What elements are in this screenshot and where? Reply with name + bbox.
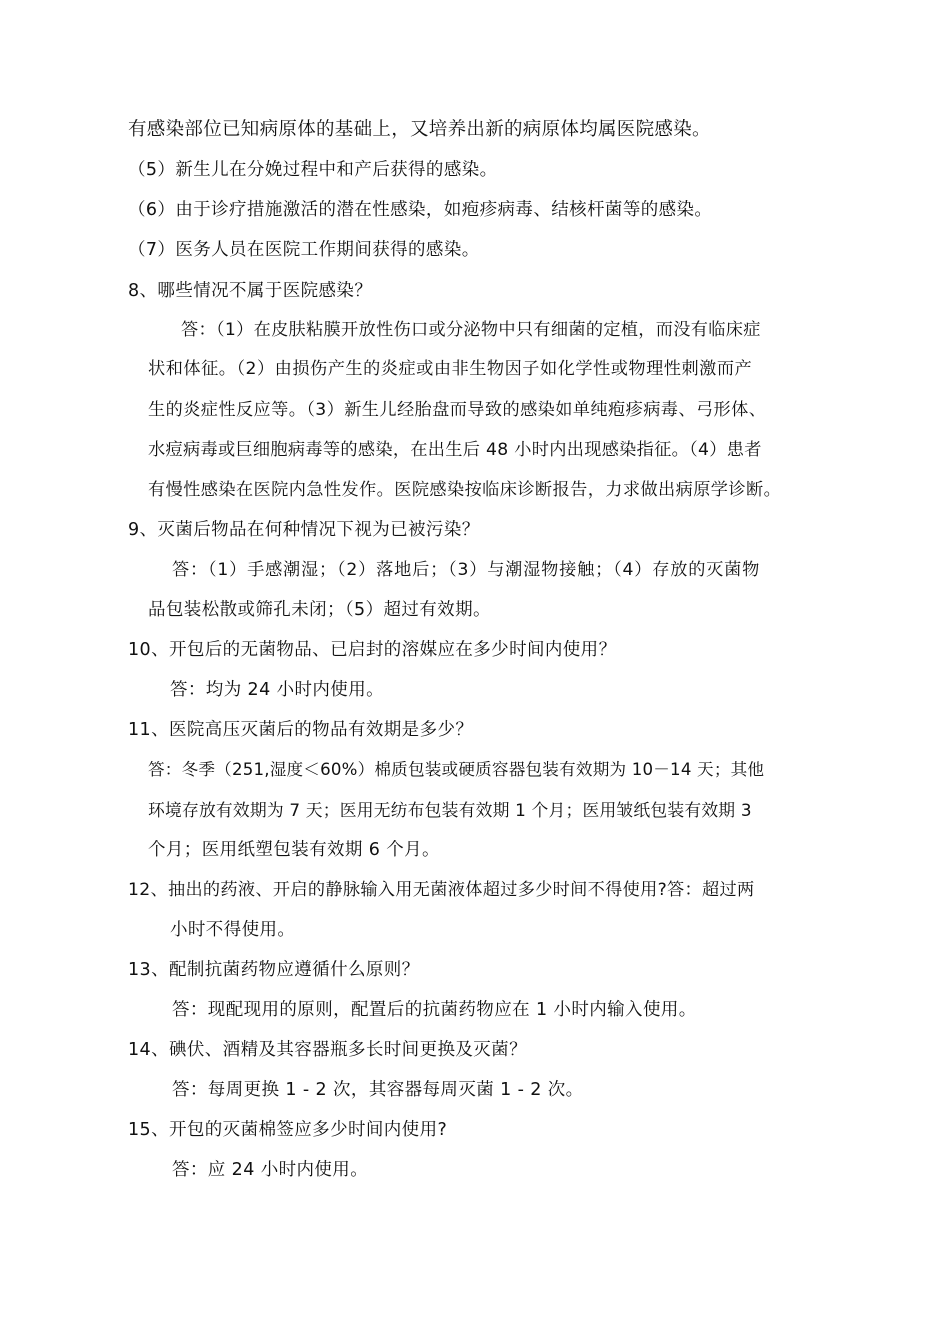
question-heading: 8、哪些情况不属于医院感染？ [128,281,373,301]
answer-line: 答：冬季（251,湿度＜60%）棉质包装或硬质容器包装有效期为 10－14 天；其他 [148,760,765,779]
answer-line: 答：每周更换 1 - 2 次，其容器每周灭菌 1 - 2 次。 [172,1080,584,1100]
answer-line: 品包装松散或筛孔未闭；（5）超过有效期。 [148,600,491,620]
text-line: （7）医务人员在医院工作期间获得的感染。 [128,240,480,260]
question-heading: 14、碘伏、酒精及其容器瓶多长时间更换及灭菌？ [128,1040,527,1060]
question-heading: 11、医院高压灭菌后的物品有效期是多少？ [128,720,474,740]
answer-line: 个月；医用纸塑包装有效期 6 个月。 [148,840,440,860]
answer-line: 答：均为 24 小时内使用。 [170,680,384,700]
question-heading: 15、开包的灭菌棉签应多少时间内使用? [128,1120,448,1140]
answer-line: 水痘病毒或巨细胞病毒等的感染，在出生后 48 小时内出现感染指征。（4）患者 [148,440,762,460]
question-heading: 13、配制抗菌药物应遵循什么原则？ [128,960,420,980]
answer-line: 状和体征。（2）由损伤产生的炎症或由非生物因子如化学性或物理性刺激而产 [148,359,753,379]
answer-line: 生的炎症性反应等。（3）新生儿经胎盘而导致的感染如单纯疱疹病毒、弓形体、 [148,400,767,420]
text-line: 有感染部位已知病原体的基础上，又培养出新的病原体均属医院感染。 [128,119,711,140]
answer-line: 答：（1）在皮肤粘膜开放性伤口或分泌物中只有细菌的定植，而没有临床症 [181,320,761,340]
answer-line: 小时不得使用。 [170,920,296,940]
text-line: （5）新生儿在分娩过程中和产后获得的感染。 [128,160,498,180]
question-heading: 10、开包后的无菌物品、已启封的溶媒应在多少时间内使用？ [128,640,617,660]
question-heading: 9、灭菌后物品在何种情况下视为已被污染？ [128,520,480,540]
text-line: （6）由于诊疗措施激活的潜在性感染，如疱疹病毒、结核杆菌等的感染。 [128,200,713,220]
question-heading: 12、抽出的药液、开启的静脉输入用无菌液体超过多少时间不得使用?答：超过两 [128,880,755,900]
answer-line: 有慢性感染在医院内急性发作。医院感染按临床诊断报告，力求做出病原学诊断。 [148,480,782,500]
answer-line: 答：（1）手感潮湿；（2）落地后；（3）与潮湿物接触；（4）存放的灭菌物 [172,560,761,580]
answer-line: 答：应 24 小时内使用。 [172,1160,369,1180]
answer-line: 环境存放有效期为 7 天；医用无纺布包装有效期 1 个月；医用皱纸包装有效期 3 [148,800,752,820]
answer-line: 答：现配现用的原则，配置后的抗菌药物应在 1 小时内输入使用。 [172,1000,697,1020]
